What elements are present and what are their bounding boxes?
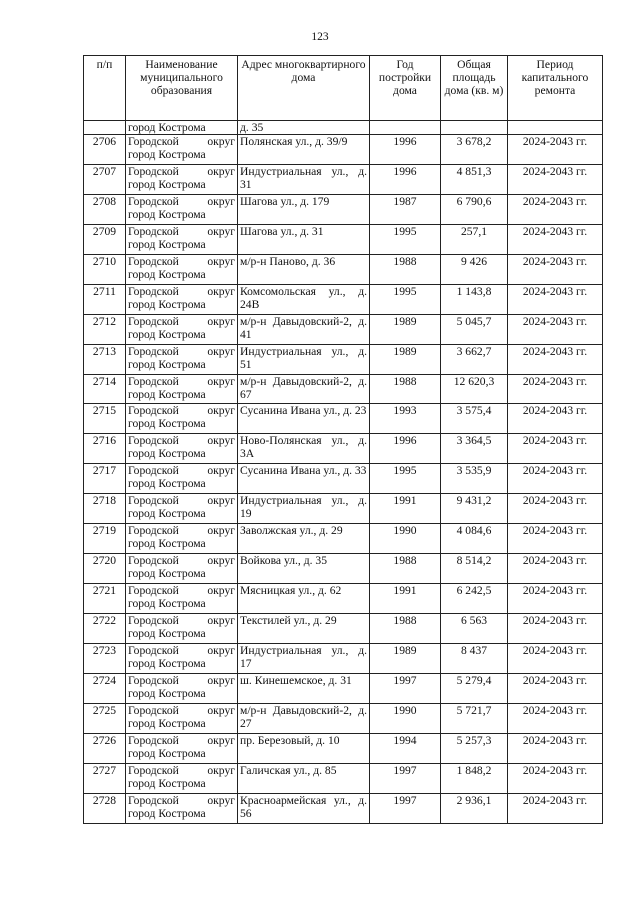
cell-period: 2024-2043 гг. [508, 314, 603, 344]
table-row [84, 614, 603, 644]
cell-address: д. 35 [238, 121, 370, 135]
cell-num: 2706 [84, 135, 126, 165]
cell-address: Сусанина Ивана ул., д. 33 [238, 464, 370, 494]
cell-address: Полянская ул., д. 39/9 [238, 135, 370, 165]
cell-address: м/р-н Давыдовский-2, д. 67 [238, 374, 370, 404]
table-row-continuation [84, 121, 603, 135]
cell-year: 1994 [370, 733, 441, 763]
cell-municipality: Городской округ город Кострома [126, 194, 238, 224]
cell-period: 2024-2043 гг. [508, 703, 603, 733]
cell-period: 2024-2043 гг. [508, 404, 603, 434]
cell-num: 2709 [84, 224, 126, 254]
cell-year: 1997 [370, 793, 441, 823]
cell-num: 2718 [84, 494, 126, 524]
cell-municipality: Городской округ город Кострома [126, 494, 238, 524]
cell-year: 1988 [370, 254, 441, 284]
cell-num: 2720 [84, 554, 126, 584]
cell-address: Текстилей ул., д. 29 [238, 614, 370, 644]
cell-num: 2726 [84, 733, 126, 763]
cell-period: 2024-2043 гг. [508, 194, 603, 224]
cell-num: 2727 [84, 763, 126, 793]
table-header [84, 56, 603, 121]
cell-year: 1996 [370, 434, 441, 464]
cell-num: 2707 [84, 164, 126, 194]
cell-year: 1995 [370, 284, 441, 314]
cell-area: 5 257,3 [441, 733, 508, 763]
table-row [84, 194, 603, 224]
cell-area: 3 535,9 [441, 464, 508, 494]
cell-address: м/р-н Паново, д. 36 [238, 254, 370, 284]
cell-period: 2024-2043 гг. [508, 224, 603, 254]
cell-year: 1991 [370, 494, 441, 524]
cell-period: 2024-2043 гг. [508, 164, 603, 194]
cell-municipality: Городской округ город Кострома [126, 643, 238, 673]
cell-period: 2024-2043 гг. [508, 673, 603, 703]
cell-year: 1997 [370, 763, 441, 793]
cell-address: Комсомольская ул., д. 24В [238, 284, 370, 314]
table-row [84, 763, 603, 793]
cell-num: 2728 [84, 793, 126, 823]
cell-year: 1988 [370, 374, 441, 404]
header-period: Период капитального ремонта [508, 56, 603, 121]
cell-municipality: Городской округ город Кострома [126, 703, 238, 733]
cell-num: 2716 [84, 434, 126, 464]
cell-period: 2024-2043 гг. [508, 584, 603, 614]
cell-area: 1 848,2 [441, 763, 508, 793]
cell-address: Мясницкая ул., д. 62 [238, 584, 370, 614]
cell-municipality: Городской округ город Кострома [126, 434, 238, 464]
cell-period [508, 121, 603, 135]
cell-num: 2711 [84, 284, 126, 314]
cell-area: 3 662,7 [441, 344, 508, 374]
cell-year: 1991 [370, 584, 441, 614]
cell-address: Войкова ул., д. 35 [238, 554, 370, 584]
table-row [84, 793, 603, 823]
cell-num: 2722 [84, 614, 126, 644]
cell-num: 2719 [84, 524, 126, 554]
cell-municipality: Городской округ город Кострома [126, 404, 238, 434]
cell-area: 4 851,3 [441, 164, 508, 194]
cell-period: 2024-2043 гг. [508, 554, 603, 584]
cell-period: 2024-2043 гг. [508, 614, 603, 644]
cell-num [84, 121, 126, 135]
cell-municipality: Городской округ город Кострома [126, 374, 238, 404]
cell-year: 1996 [370, 164, 441, 194]
cell-area: 12 620,3 [441, 374, 508, 404]
housing-registry-table [83, 55, 603, 824]
cell-area: 6 563 [441, 614, 508, 644]
table-row [84, 464, 603, 494]
table-row [84, 344, 603, 374]
cell-year: 1997 [370, 673, 441, 703]
cell-year: 1996 [370, 135, 441, 165]
cell-period: 2024-2043 гг. [508, 254, 603, 284]
table-row [84, 404, 603, 434]
cell-municipality: Городской округ город Кострома [126, 554, 238, 584]
header-municipality: Наименование муниципального образования [126, 56, 238, 121]
cell-municipality: Городской округ город Кострома [126, 284, 238, 314]
cell-year: 1989 [370, 314, 441, 344]
cell-year: 1989 [370, 643, 441, 673]
cell-period: 2024-2043 гг. [508, 524, 603, 554]
cell-period: 2024-2043 гг. [508, 733, 603, 763]
table-row [84, 374, 603, 404]
cell-municipality: Городской округ город Кострома [126, 614, 238, 644]
cell-period: 2024-2043 гг. [508, 434, 603, 464]
table-row [84, 494, 603, 524]
table-row [84, 673, 603, 703]
header-area: Общая площадь дома (кв. м) [441, 56, 508, 121]
header-year: Год постройки дома [370, 56, 441, 121]
cell-year: 1990 [370, 524, 441, 554]
cell-period: 2024-2043 гг. [508, 793, 603, 823]
cell-municipality: Городской округ город Кострома [126, 135, 238, 165]
cell-address: Индустриальная ул., д. 31 [238, 164, 370, 194]
cell-municipality: город Кострома [126, 121, 238, 135]
cell-area: 257,1 [441, 224, 508, 254]
cell-num: 2712 [84, 314, 126, 344]
cell-period: 2024-2043 гг. [508, 464, 603, 494]
header-num: п/п [84, 56, 126, 121]
cell-area: 8 514,2 [441, 554, 508, 584]
cell-municipality: Городской округ город Кострома [126, 344, 238, 374]
cell-area: 5 279,4 [441, 673, 508, 703]
cell-year: 1989 [370, 344, 441, 374]
cell-address: Шагова ул., д. 31 [238, 224, 370, 254]
cell-municipality: Городской округ город Кострома [126, 673, 238, 703]
cell-address: м/р-н Давыдовский-2, д. 27 [238, 703, 370, 733]
cell-num: 2715 [84, 404, 126, 434]
cell-address: Красноармейская ул., д. 56 [238, 793, 370, 823]
table-row [84, 164, 603, 194]
cell-year: 1995 [370, 224, 441, 254]
cell-address: Галичская ул., д. 85 [238, 763, 370, 793]
cell-period: 2024-2043 гг. [508, 374, 603, 404]
cell-num: 2723 [84, 643, 126, 673]
cell-num: 2713 [84, 344, 126, 374]
cell-municipality: Городской округ город Кострома [126, 314, 238, 344]
cell-address: Индустриальная ул., д. 19 [238, 494, 370, 524]
page-number: 123 [311, 31, 329, 43]
table-row [84, 434, 603, 464]
cell-address: ш. Кинешемское, д. 31 [238, 673, 370, 703]
cell-address: пр. Березовый, д. 10 [238, 733, 370, 763]
cell-area: 8 437 [441, 643, 508, 673]
cell-area: 9 431,2 [441, 494, 508, 524]
cell-year: 1988 [370, 614, 441, 644]
cell-year: 1988 [370, 554, 441, 584]
cell-municipality: Городской округ город Кострома [126, 763, 238, 793]
cell-year: 1993 [370, 404, 441, 434]
cell-period: 2024-2043 гг. [508, 494, 603, 524]
cell-period: 2024-2043 гг. [508, 284, 603, 314]
cell-address: Индустриальная ул., д. 17 [238, 643, 370, 673]
table-row [84, 224, 603, 254]
cell-area: 1 143,8 [441, 284, 508, 314]
cell-num: 2724 [84, 673, 126, 703]
cell-area: 4 084,6 [441, 524, 508, 554]
header-address: Адрес многоквартирного дома [238, 56, 370, 121]
cell-num: 2714 [84, 374, 126, 404]
cell-area: 6 790,6 [441, 194, 508, 224]
table-row [84, 554, 603, 584]
table-body [84, 121, 603, 824]
cell-address: Заволжская ул., д. 29 [238, 524, 370, 554]
table-row [84, 703, 603, 733]
cell-area: 5 721,7 [441, 703, 508, 733]
cell-area: 3 364,5 [441, 434, 508, 464]
cell-year: 1990 [370, 703, 441, 733]
cell-area [441, 121, 508, 135]
cell-address: Индустриальная ул., д. 51 [238, 344, 370, 374]
cell-area: 5 045,7 [441, 314, 508, 344]
cell-num: 2708 [84, 194, 126, 224]
table-row [84, 733, 603, 763]
cell-municipality: Городской округ город Кострома [126, 464, 238, 494]
cell-area: 9 426 [441, 254, 508, 284]
cell-period: 2024-2043 гг. [508, 643, 603, 673]
cell-year: 1987 [370, 194, 441, 224]
table-row [84, 584, 603, 614]
cell-municipality: Городской округ город Кострома [126, 224, 238, 254]
cell-address: Ново-Полянская ул., д. 3А [238, 434, 370, 464]
cell-municipality: Городской округ город Кострома [126, 584, 238, 614]
table-row [84, 643, 603, 673]
cell-municipality: Городской округ город Кострома [126, 793, 238, 823]
header-row [84, 56, 603, 121]
cell-area: 3 678,2 [441, 135, 508, 165]
table-row [84, 135, 603, 165]
cell-address: Шагова ул., д. 179 [238, 194, 370, 224]
cell-address: Сусанина Ивана ул., д. 23 [238, 404, 370, 434]
cell-year: 1995 [370, 464, 441, 494]
cell-year [370, 121, 441, 135]
cell-num: 2717 [84, 464, 126, 494]
cell-period: 2024-2043 гг. [508, 344, 603, 374]
table-row [84, 524, 603, 554]
cell-area: 3 575,4 [441, 404, 508, 434]
cell-municipality: Городской округ город Кострома [126, 733, 238, 763]
cell-municipality: Городской округ город Кострома [126, 164, 238, 194]
cell-num: 2721 [84, 584, 126, 614]
cell-address: м/р-н Давыдовский-2, д. 41 [238, 314, 370, 344]
cell-period: 2024-2043 гг. [508, 135, 603, 165]
cell-num: 2725 [84, 703, 126, 733]
cell-period: 2024-2043 гг. [508, 763, 603, 793]
table-row [84, 314, 603, 344]
cell-num: 2710 [84, 254, 126, 284]
table-row [84, 284, 603, 314]
cell-municipality: Городской округ город Кострома [126, 254, 238, 284]
cell-area: 2 936,1 [441, 793, 508, 823]
table-row [84, 254, 603, 284]
cell-municipality: Городской округ город Кострома [126, 524, 238, 554]
cell-area: 6 242,5 [441, 584, 508, 614]
